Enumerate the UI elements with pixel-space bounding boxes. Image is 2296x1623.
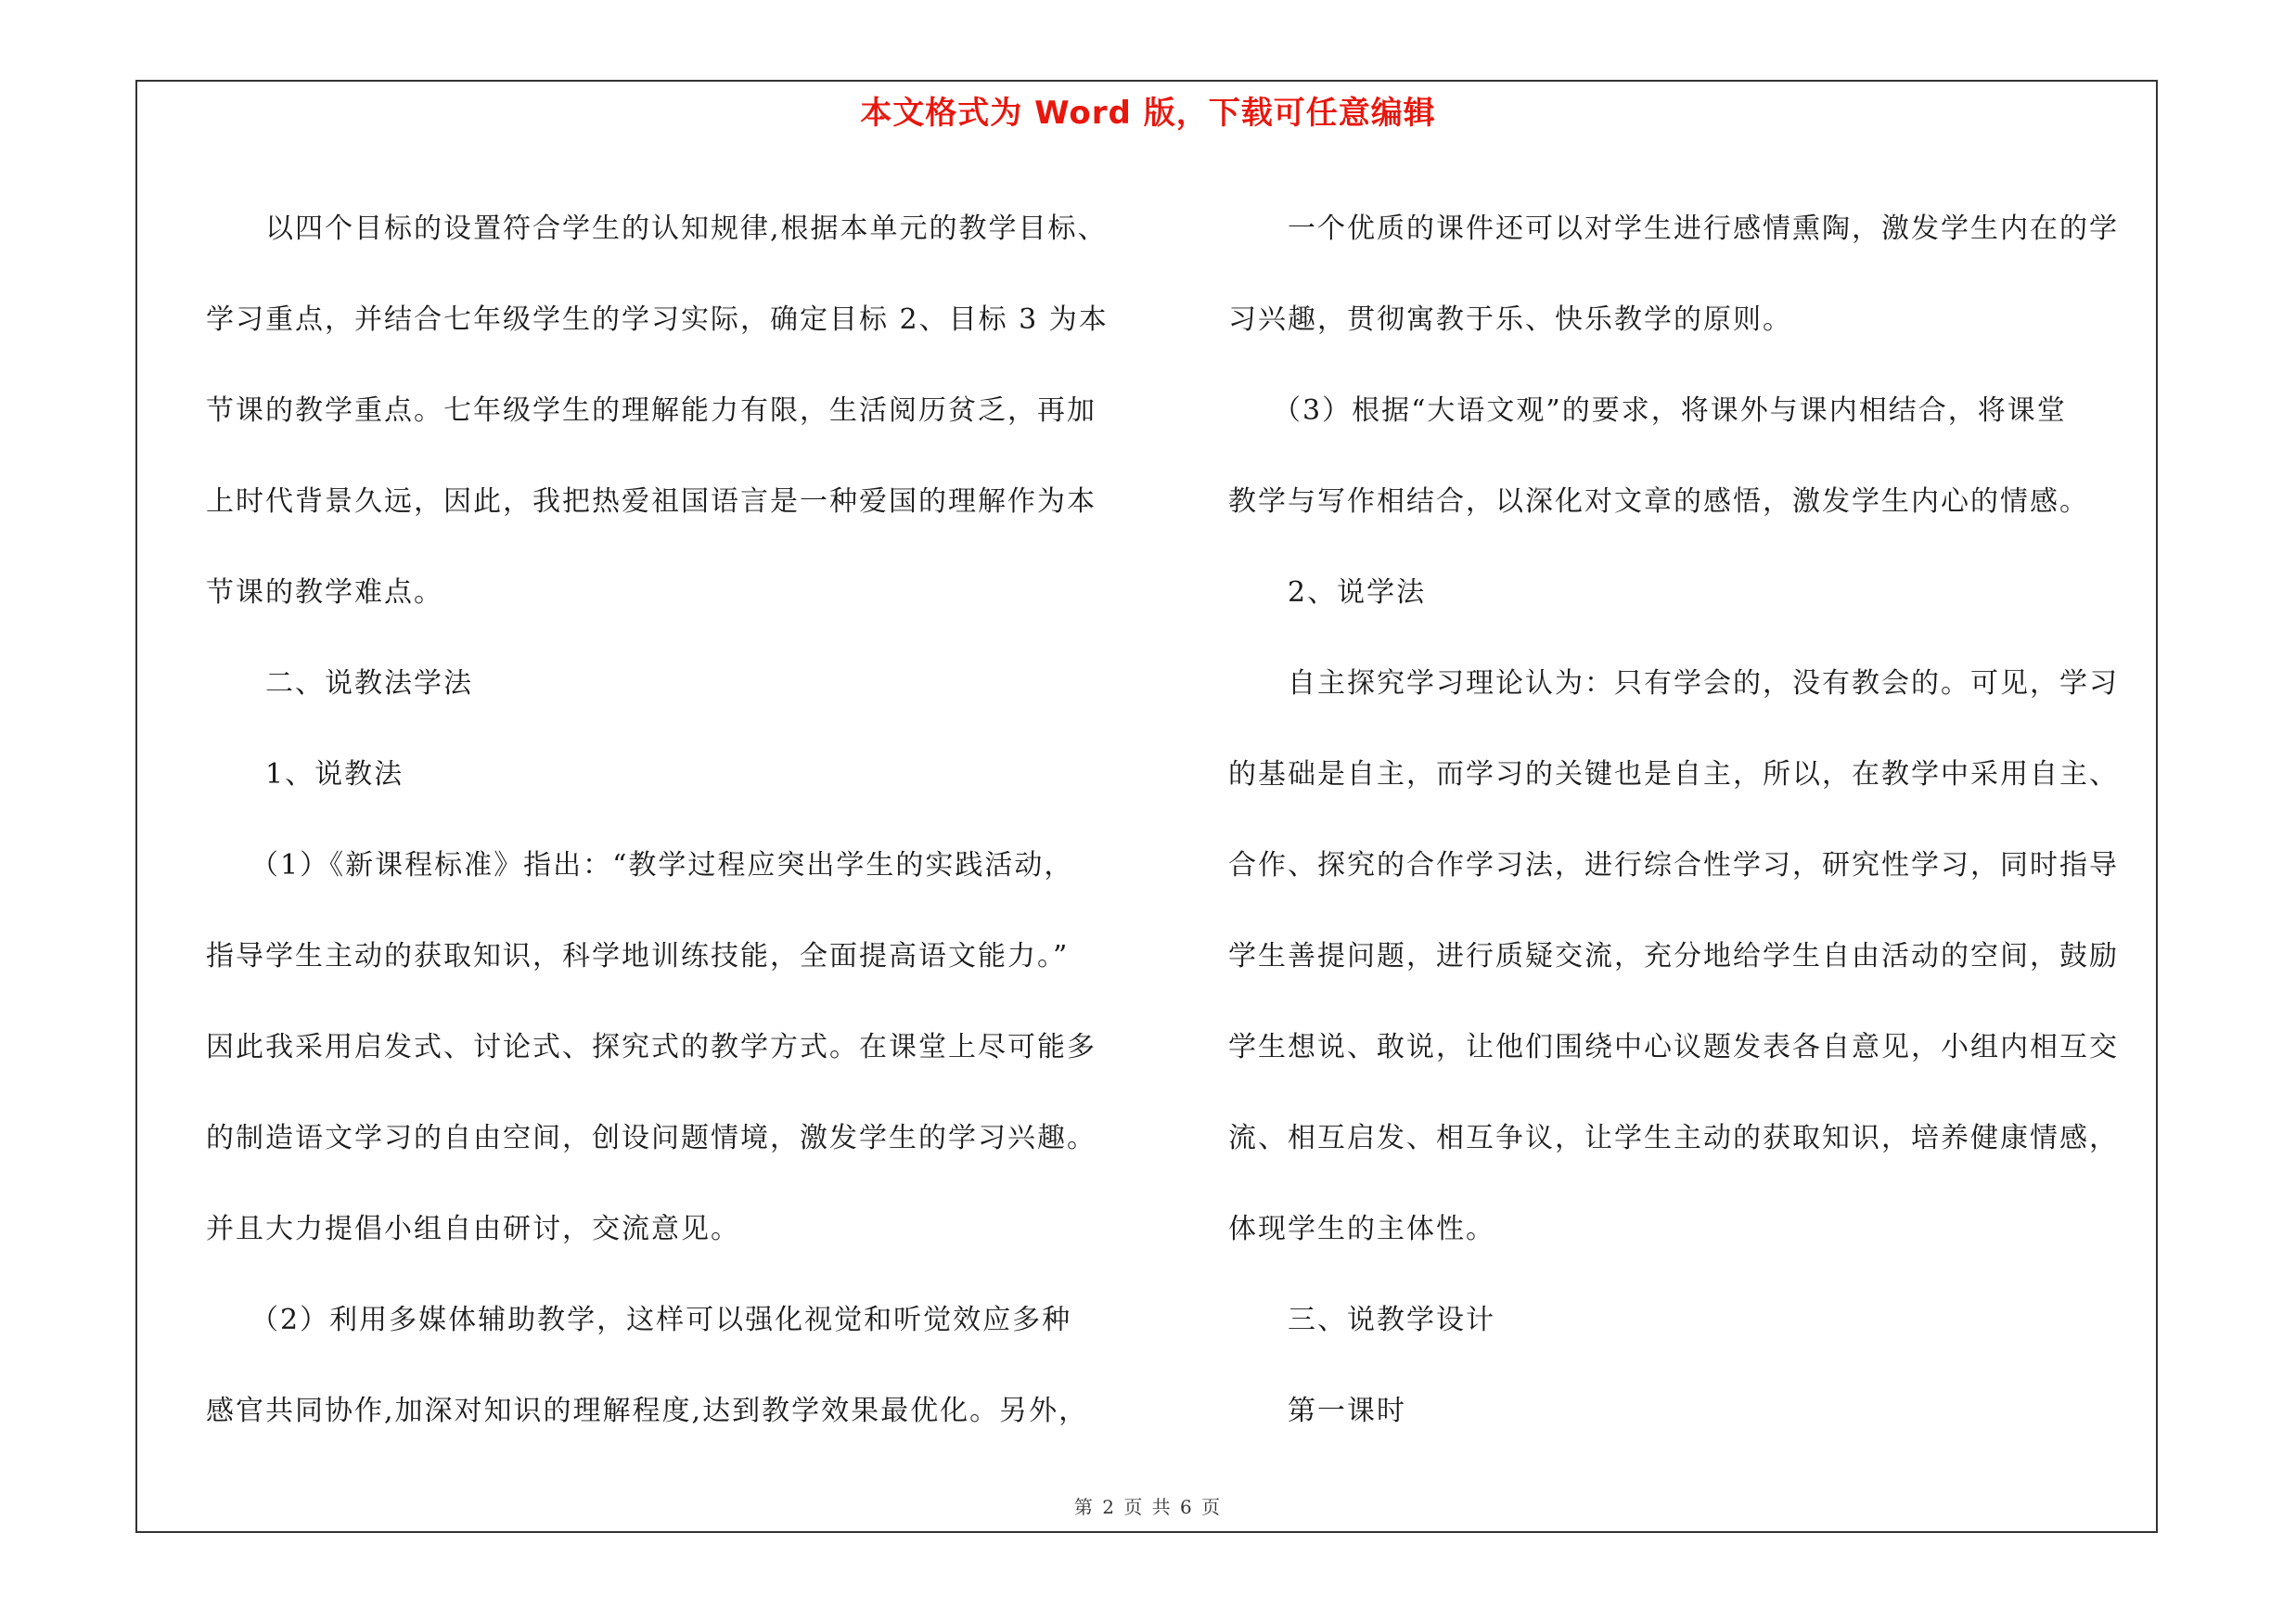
paragraph-line: 自主探究学习理论认为：只有学会的，没有教会的。可见，学习 xyxy=(1288,667,2119,700)
paragraph-line: 节课的教学难点。 xyxy=(206,576,443,609)
paragraph-line: 学习重点，并结合七年级学生的学习实际，确定目标 2、目标 3 为本 xyxy=(206,303,1109,336)
paragraph-line: 流、相互启发、相互争议，让学生主动的获取知识，培养健康情感， xyxy=(1228,1122,2119,1154)
paragraph-line: 的制造语文学习的自由空间，创设问题情境，激发学生的学习兴趣。 xyxy=(206,1122,1097,1154)
paragraph-line: 因此我采用启发式、讨论式、探究式的教学方式。在课堂上尽可能多 xyxy=(206,1031,1097,1063)
subsection-heading: 1、说教法 xyxy=(265,758,404,791)
paragraph-line: 教学与写作相结合，以深化对文章的感悟，激发学生内心的情感。 xyxy=(1228,485,2089,518)
paragraph-line: （3）根据“大语文观”的要求，将课外与课内相结合，将课堂 xyxy=(1273,394,2067,427)
subsection-heading: 第一课时 xyxy=(1288,1395,1406,1427)
paragraph-line: 上时代背景久远，因此，我把热爱祖国语言是一种爱国的理解作为本 xyxy=(206,485,1097,518)
paragraph-line: 指导学生主动的获取知识，科学地训练技能，全面提高语文能力。” xyxy=(206,940,1070,973)
paragraph-line: 并且大力提倡小组自由研讨，交流意见。 xyxy=(206,1213,740,1245)
paragraph-line: 习兴趣，贯彻寓教于乐、快乐教学的原则。 xyxy=(1228,303,1792,336)
paragraph-line: 体现学生的主体性。 xyxy=(1228,1213,1495,1245)
paragraph-line: 学生善提问题，进行质疑交流，充分地给学生自由活动的空间，鼓励 xyxy=(1228,940,2119,973)
page-number: 第 2 页 共 6 页 xyxy=(1073,1496,1223,1518)
paragraph-line: （1）《新课程标准》指出：“教学过程应突出学生的实践活动， xyxy=(250,849,1074,882)
subsection-heading: 2、说学法 xyxy=(1288,576,1427,609)
paragraph-line: （2）利用多媒体辅助教学，这样可以强化视觉和听觉效应多种 xyxy=(250,1304,1072,1336)
section-heading: 三、说教学设计 xyxy=(1288,1304,1495,1336)
right-column xyxy=(1228,184,2156,1457)
paragraph-line: 学生想说、敢说，让他们围绕中心议题发表各自意见，小组内相互交 xyxy=(1228,1031,2119,1063)
paragraph-line: 以四个目标的设置符合学生的认知规律,根据本单元的教学目标、 xyxy=(265,213,1108,245)
left-column xyxy=(206,184,1143,1457)
paragraph-line: 的基础是自主，而学习的关键也是自主，所以，在教学中采用自主、 xyxy=(1228,758,2119,791)
paragraph-line: 一个优质的课件还可以对学生进行感情熏陶，激发学生内在的学 xyxy=(1288,213,2119,245)
paragraph-line: 节课的教学重点。七年级学生的理解能力有限，生活阅历贫乏，再加 xyxy=(206,394,1097,427)
paragraph-line: 合作、探究的合作学习法，进行综合性学习，研究性学习，同时指导 xyxy=(1228,849,2119,882)
section-heading: 二、说教法学法 xyxy=(265,667,473,700)
paragraph-line: 感官共同协作,加深对知识的理解程度,达到教学效果最优化。另外， xyxy=(206,1395,1089,1427)
document-banner: 本文格式为 Word 版，下载可任意编辑 xyxy=(860,95,1436,132)
